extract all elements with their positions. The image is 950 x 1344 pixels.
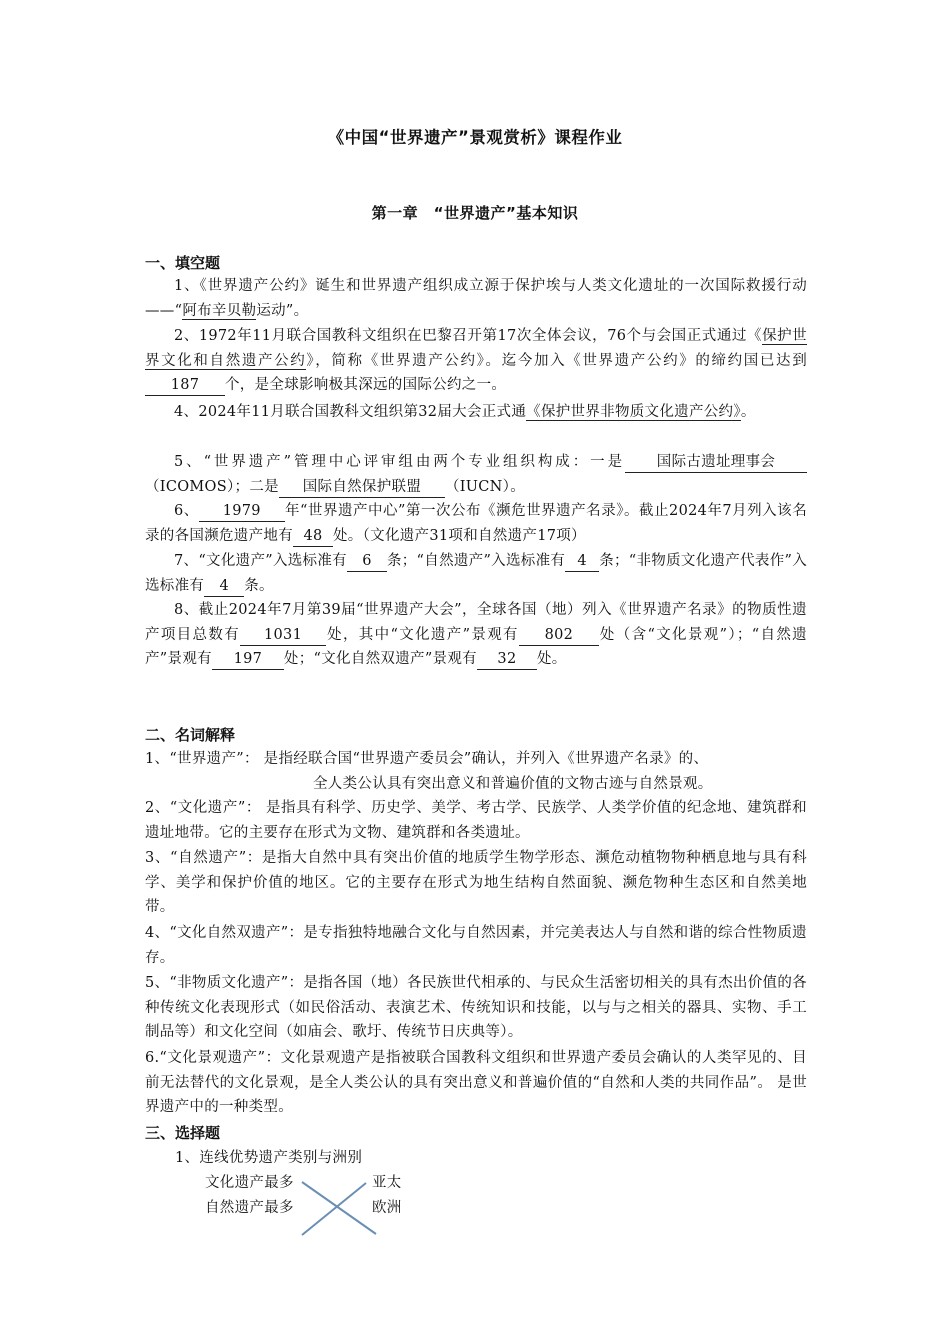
answer-blank: 48 <box>293 527 333 547</box>
match-left-2: 自然遗产最多 <box>205 1200 294 1216</box>
match-right-2: 欧洲 <box>372 1200 402 1216</box>
term-3: 3、“自然遗产”：是指大自然中具有突出价值的地质学生物学形态、濒危动植物物种栖息地与具有科学、美学和保护价值的地区。它的主要存在形式为地生结构自然面貌、濒危物种生态区和自然美地带。 <box>145 850 807 915</box>
question-text: （IUCN）。 <box>444 478 526 495</box>
answer-blank: 6 <box>347 552 387 572</box>
term-4: 4、“文化自然双遗产”：是专指独特地融合文化与自然因素，并完美表达人与自然和谐的综合性物质遗存。 <box>145 925 807 966</box>
answer-blank: 1031 <box>240 626 326 646</box>
question-text: 条；“自然遗产”入选标准有 <box>386 553 566 569</box>
term-text: 全人类公认具有突出意义和普遍价值的文物古迹与自然景观。 <box>313 775 713 792</box>
question-text: 1、《世界遗产公约》诞生和世界遗产组织成立源于保护埃与人类文化遗址的一次国际救援行动——“ <box>145 278 807 319</box>
question-text: 处（含“文化景观”）；“自然遗产”景观有 <box>145 626 807 667</box>
question-text: 4、2024年11月联合国教科文组织第32届大会正式通 <box>174 404 527 420</box>
answer-blank: 国际古遗址理事会 <box>625 453 807 473</box>
term-6: 6.“文化景观遗产”：文化景观遗产是指被联合国教科文组织和世界遗产委员会确认的人类罕见的、目前无法替代的文化景观，是全人类公认的具有突出意义和普遍价值的“自然和人类的共同作品”。 是世界遗产中的一种类型。 <box>145 1050 807 1115</box>
answer-blank: 32 <box>477 650 537 670</box>
section-heading-choice: 三、选择题 <box>145 1124 221 1142</box>
question-text: （ICOMOS）；二是 <box>145 478 279 495</box>
chapter-title: 第一章 “世界遗产”基本知识 <box>371 204 579 222</box>
question-text: 处。（文化遗产31项和自然遗产17项） <box>333 527 586 544</box>
match-line-nature-asia <box>302 1183 366 1235</box>
answer-blank: 4 <box>565 552 599 572</box>
question-text: 条。 <box>244 577 274 594</box>
answer-blank: 1979 <box>199 502 285 522</box>
answer-blank: 阿布辛贝勒 <box>182 302 257 319</box>
question-text: 运动”。 <box>256 302 309 319</box>
question-text: 。 <box>740 404 756 420</box>
answer-blank: 4 <box>204 577 244 597</box>
section-heading-fill-blank: 一、填空题 <box>145 254 221 272</box>
answer-blank: 187 <box>145 376 225 396</box>
section-heading-terms: 二、名词解释 <box>145 726 236 744</box>
question-text: 5、“世界遗产”管理中心评审组由两个专业组织构成：一是 <box>174 454 625 470</box>
term-2: 2、“文化遗产”： 是指具有科学、历史学、美学、考古学、民族学、人类学价值的纪念地、建筑群和遗址地带。它的主要存在形式为文物、建筑群和各类遗址。 <box>145 800 807 841</box>
question-text: 6、 <box>174 503 199 519</box>
question-text: 8、截止2024年7月第39届“世界遗产大会”，全球各国（地）列入《世界遗产名录》的物质性遗产项目总数有 <box>145 602 807 643</box>
question-text: 年“世界遗产中心”第一次公布《濒危世界遗产名录》。截止2024年7月列入该名录的各国濒危遗产地有 <box>145 503 807 544</box>
term-5: 5、“非物质文化遗产”：是指各国（地）各民族世代相承的、与民众生活密切相关的具有杰出价值的各种传统文化表现形式（如民俗活动、表演艺术、传统知识和技能，以与与之相关的器具、实物、手工制品等）和文化空间（如庙会、歌圩、传统节日庆典等）。 <box>145 975 807 1040</box>
question-text: 条；“非物质文化遗产代表作”入选标准有 <box>145 553 808 594</box>
matching-question: 1、连线优势遗产类别与洲别 <box>175 1150 363 1166</box>
term-text: 1、“世界遗产”： 是指经联合国“世界遗产委员会”确认，并列入《世界遗产名录》的、 <box>145 751 709 767</box>
question-text: 处，其中“文化遗产”景观有 <box>326 626 519 643</box>
question-text: 处；“文化自然双遗产”景观有 <box>283 651 477 667</box>
document-title: 《中国“世界遗产”景观赏析》课程作业 <box>327 128 623 147</box>
question-text: 处。 <box>536 651 567 667</box>
question-text: 个，是全球影响极其深远的国际公约之一。 <box>225 377 507 393</box>
match-left-1: 文化遗产最多 <box>205 1175 294 1191</box>
question-text: 2、1972年11月联合国教科文组织在巴黎召开第17次全体会议，76个与会国正式通过《 <box>174 328 763 344</box>
match-right-1: 亚太 <box>372 1175 402 1191</box>
answer-blank: 197 <box>212 650 284 670</box>
question-text: 》，简称《世界遗产公约》。迄今加入《世界遗产公约》的缔约国已达到 <box>306 352 807 369</box>
answer-blank: 国际自然保护联盟 <box>279 478 445 498</box>
answer-blank: 《保护世界非物质文化遗产公约》 <box>526 404 741 420</box>
question-text: 7、“文化遗产”入选标准有 <box>174 553 347 569</box>
answer-blank: 保护世界文化和自然遗产公约 <box>145 328 807 369</box>
answer-blank: 802 <box>519 626 599 646</box>
